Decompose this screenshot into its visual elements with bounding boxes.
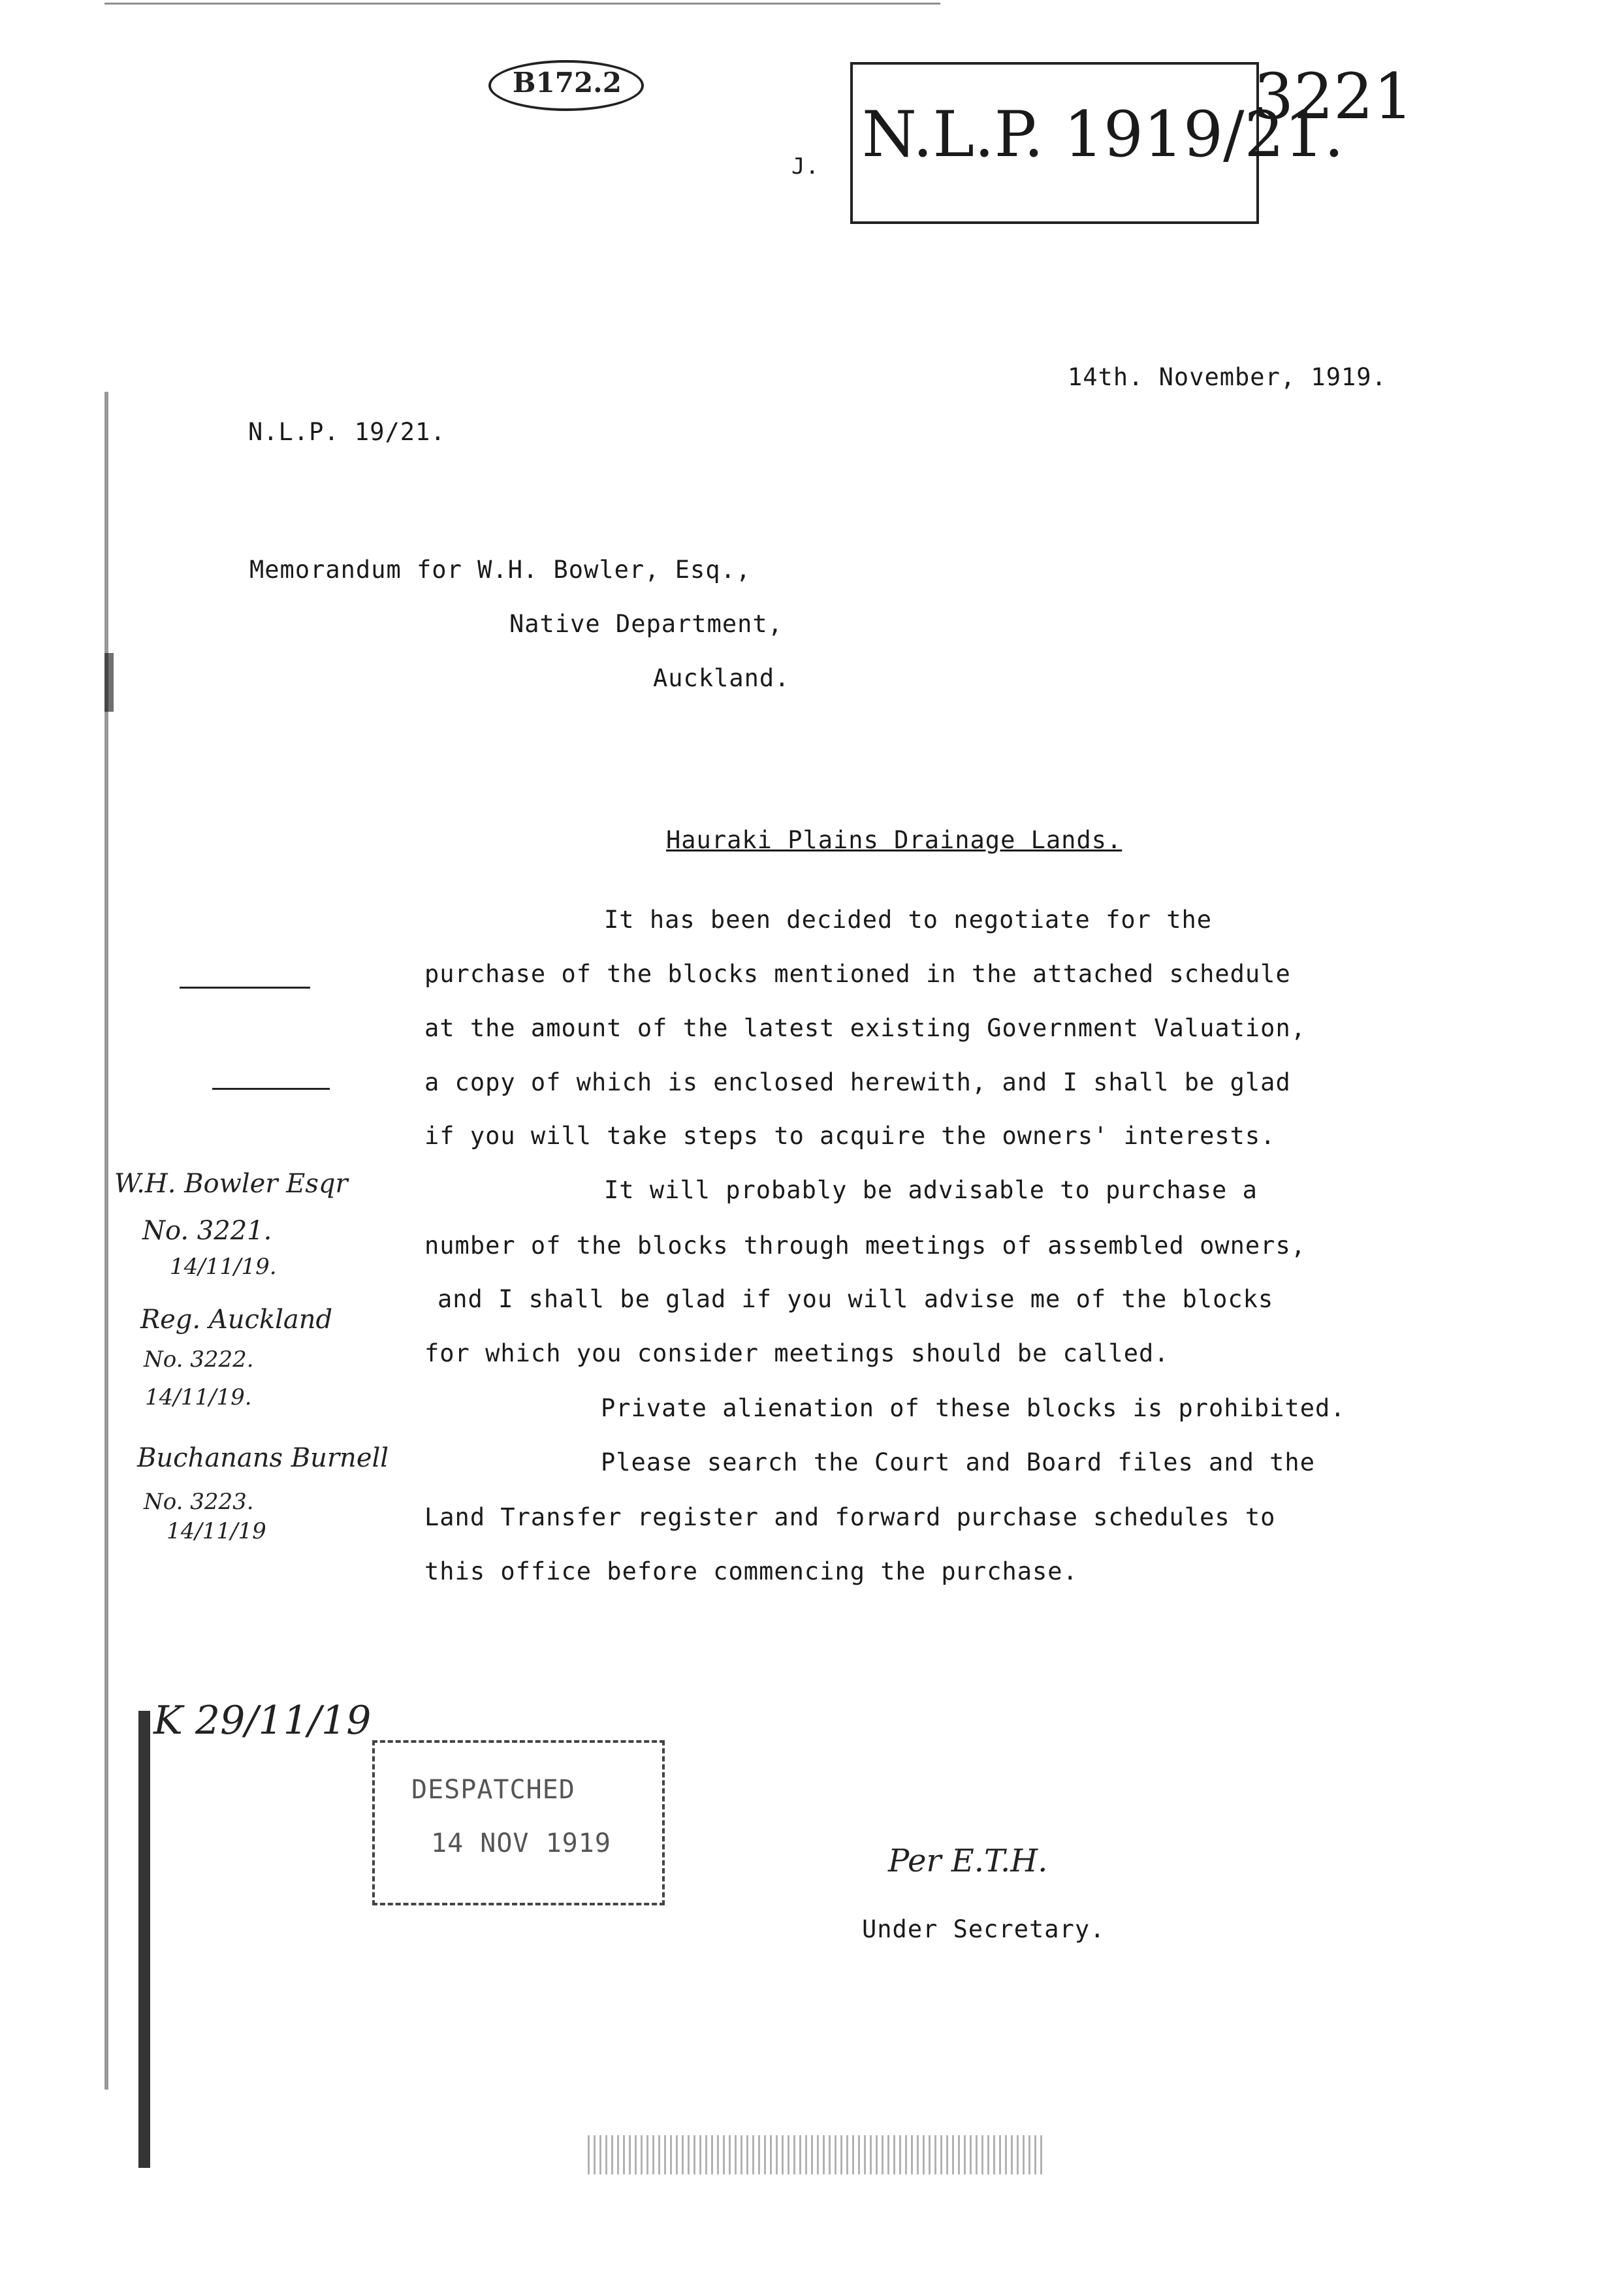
body-line-10: Private alienation of these blocks is prohibited. xyxy=(601,1394,1346,1422)
despatched-stamp-label: DESPATCHED xyxy=(411,1775,575,1805)
letter-reference: N.L.P. 19/21. xyxy=(248,418,446,446)
address-line-2: Native Department, xyxy=(509,610,783,638)
nlp-stamp-text: N.L.P. 1919/21. xyxy=(862,98,1345,171)
margin-note-date-2: 14/11/19. xyxy=(145,1384,252,1410)
scan-edge-mark-2 xyxy=(138,1711,150,2168)
body-line-9: for which you consider meetings should be called. xyxy=(424,1339,1170,1367)
margin-rule-1 xyxy=(180,987,310,989)
body-line-3: at the amount of the latest existing Government Valuation, xyxy=(424,1014,1307,1042)
body-line-2: purchase of the blocks mentioned in the attached schedule xyxy=(424,960,1291,988)
margin-note-date-3: 14/11/19 xyxy=(167,1518,266,1544)
body-line-8: and I shall be glad if you will advise me of the blocks xyxy=(438,1285,1274,1313)
margin-note-number-2: No. 3222. xyxy=(144,1346,254,1373)
margin-note-buchanans: Buchanans Burnell xyxy=(137,1443,389,1473)
despatched-stamp-box xyxy=(372,1740,665,1905)
margin-note-addressee: W.H. Bowler Esqr xyxy=(114,1169,348,1199)
circled-reference-text: B172.2 xyxy=(513,67,622,99)
body-line-5: if you will take steps to acquire the owners' interests. xyxy=(424,1122,1276,1150)
body-line-4: a copy of which is enclosed herewith, and I shall be glad xyxy=(424,1068,1291,1096)
address-line-3: Auckland. xyxy=(653,664,790,692)
file-number: 3221 xyxy=(1254,60,1414,133)
body-line-7: number of the blocks through meetings of assembled owners, xyxy=(424,1232,1307,1260)
registry-letter: J. xyxy=(791,153,820,180)
despatched-stamp-date: 14 NOV 1919 xyxy=(431,1828,611,1858)
margin-rule-2 xyxy=(212,1088,330,1090)
letter-date: 14th. November, 1919. xyxy=(1068,363,1387,391)
signature: Per E.T.H. xyxy=(888,1843,1048,1879)
scan-bottom-noise xyxy=(588,2135,1045,2174)
margin-note-date-1: 14/11/19. xyxy=(170,1254,277,1280)
body-line-13: this office before commencing the purchase. xyxy=(424,1557,1078,1585)
body-line-11: Please search the Court and Board files and the xyxy=(601,1448,1315,1476)
initials-note: K 29/11/19 xyxy=(153,1698,372,1743)
letter-subject: Hauraki Plains Drainage Lands. xyxy=(666,826,1122,854)
margin-note-register: Reg. Auckland xyxy=(140,1305,333,1335)
margin-note-number-3: No. 3223. xyxy=(144,1489,254,1515)
signatory-title: Under Secretary. xyxy=(862,1915,1106,1943)
body-line-12: Land Transfer register and forward purchase schedules to xyxy=(424,1503,1276,1531)
body-line-6: It will probably be advisable to purchase a xyxy=(604,1176,1258,1204)
scan-edge-mark-1 xyxy=(104,392,108,2090)
body-line-1: It has been decided to negotiate for the xyxy=(604,906,1213,934)
scan-top-rule xyxy=(104,3,940,5)
scan-edge-mark-3 xyxy=(104,653,114,712)
address-line-1: Memorandum for W.H. Bowler, Esq., xyxy=(249,556,752,584)
margin-note-number-1: No. 3221. xyxy=(142,1216,272,1246)
